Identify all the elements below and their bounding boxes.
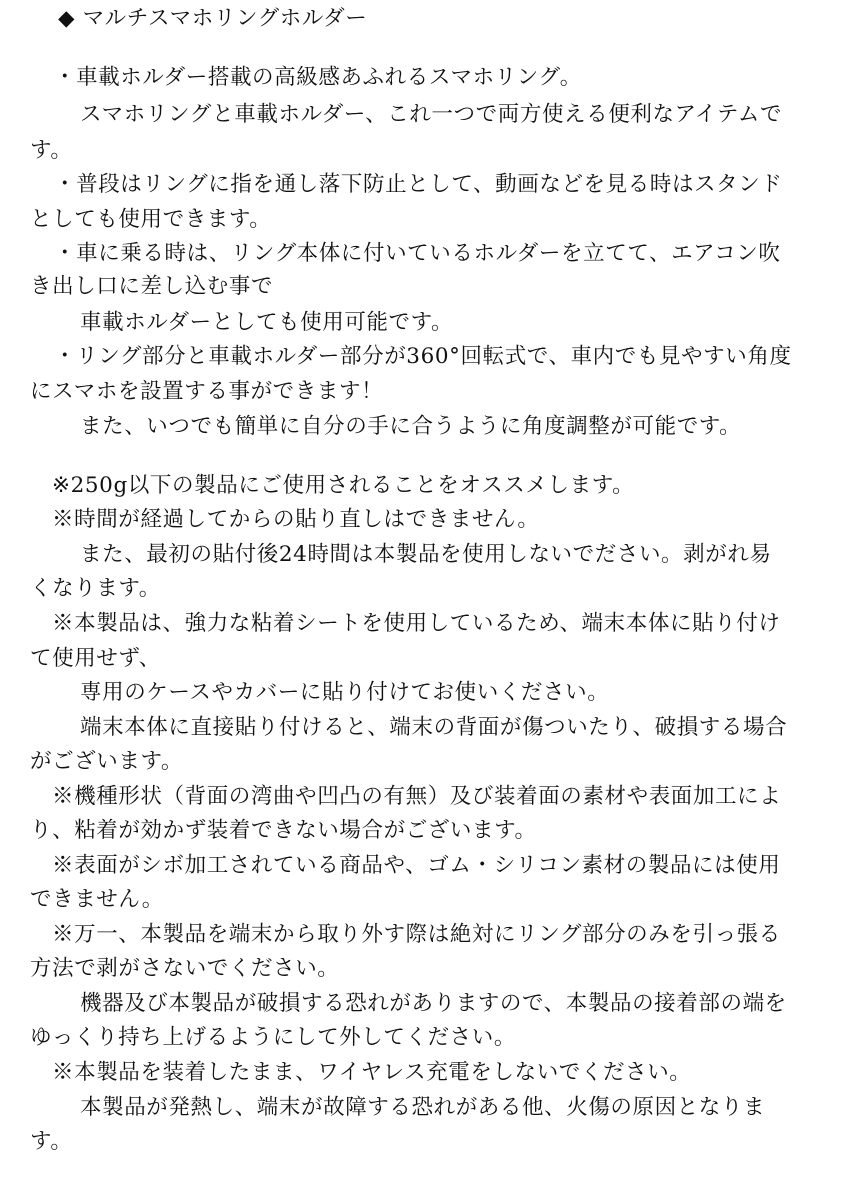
text-line: 機器及び本製品が破損する恐れがありますので、本製品の接着部の端を [80,991,787,1016]
note-line: ※万一、本製品を端末から取り外す際は絶対にリング部分のみを引っ張る [52,922,781,947]
text-line: ・普段はリングに指を通し落下防止として、動画などを見る時はスタンド [54,172,783,197]
text-line: て使用せず、 [30,646,161,671]
text-line: スマホリングと車載ホルダー、これ一つで両方使える便利なアイテムで [80,102,783,127]
note-line: ※本製品を装着したまま、ワイヤレス充電をしないでください。 [52,1060,692,1085]
text-line: 本製品が発熱し、端末が故障する恐れがある他、火傷の原因となりま [80,1095,766,1120]
text-line: き出し口に差し込む事で [30,274,274,299]
text-line: 車載ホルダーとしても使用可能です。 [80,310,454,335]
note-line: ※250g以下の製品にご使用されることをオススメします。 [52,473,635,498]
text-line: としても使用できます。 [30,207,272,232]
page-title: ◆ マルチスマホリングホルダー [58,6,368,31]
text-line: り、粘着が効かず装着できない場合がございます。 [30,818,537,843]
text-line: ゆっくり持ち上げるようにして外してください。 [30,1025,516,1050]
note-line: ※表面がシボ加工されている商品や、ゴム・シリコン素材の製品には使用 [52,853,781,878]
text-line: また、最初の貼付後24時間は本製品を使用しないでださい。剥がれ易 [80,542,772,567]
note-line: ※本製品は、強力な粘着シートを使用しているため、端末本体に貼り付け [52,611,781,636]
text-line: くなります。 [30,576,161,601]
text-line: ・車に乗る時は、リング本体に付いているホルダーを立てて、エアコン吹 [54,241,781,266]
text-line: にスマホを設置する事ができます！ [30,379,384,404]
text-line: ・リング部分と車載ホルダー部分が360°回転式で、車内でも見やすい角度 [54,344,792,369]
note-line: ※機種形状（背面の湾曲や凹凸の有無）及び装着面の素材や表面加工によ [52,784,782,809]
text-line: す。 [30,138,73,163]
text-line: がございます。 [30,749,183,774]
text-line: す。 [30,1129,73,1154]
note-line: ※時間が経過してからの貼り直しはできません。 [52,507,540,532]
text-line: ・車載ホルダー搭載の高級感あふれるスマホリング。 [54,65,582,90]
text-line: できません。 [30,887,164,912]
text-line: 端末本体に直接貼り付けると、端末の背面が傷ついたり、破損する場合 [80,715,788,740]
text-line: また、いつでも簡単に自分の手に合うように角度調整が可能です。 [80,414,742,439]
text-line: 専用のケースやカバーに貼り付けてお使いください。 [80,680,610,705]
text-line: 方法で剥がさないでください。 [30,956,340,981]
